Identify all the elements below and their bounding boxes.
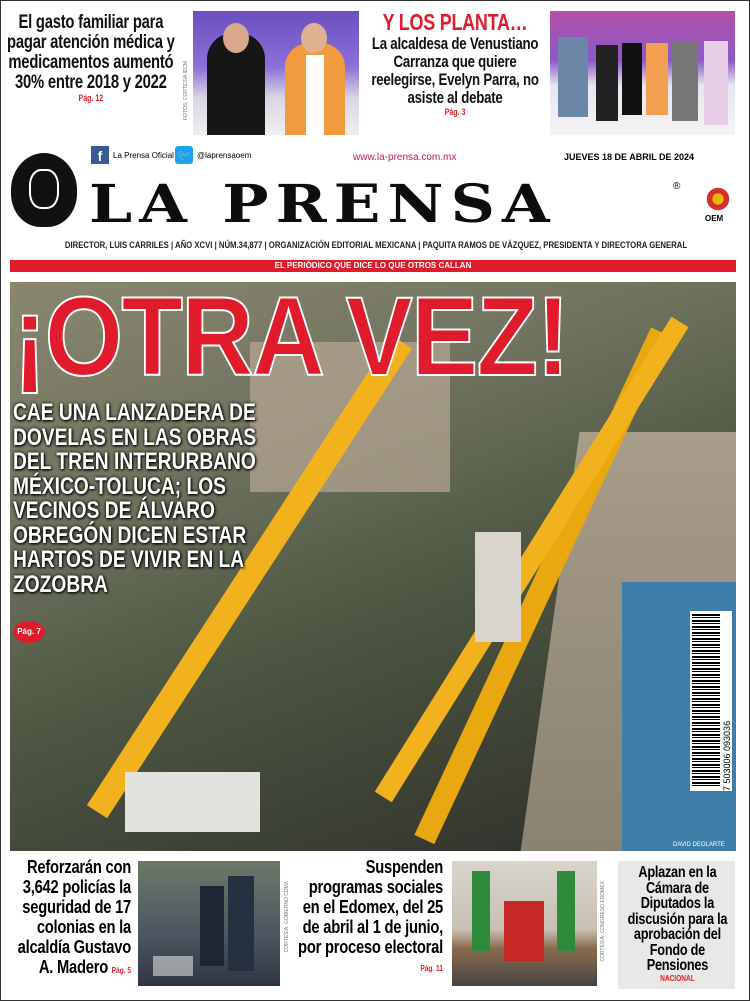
story-text: Suspenden programas sociales en el Edomex, del 25 de abril al 1 de junio, por proceso electoral — [298, 857, 443, 957]
issue-date: JUEVES 18 DE ABRIL DE 2024 — [564, 152, 695, 162]
police-photo — [138, 861, 280, 986]
barcode-number: 7 503006 093036 — [722, 720, 732, 791]
bottom-story-1[interactable] — [5, 858, 131, 978]
lion-logo-icon — [11, 153, 77, 227]
story-kicker: Y LOS PLANTA… — [382, 9, 528, 35]
registered-mark: ® — [673, 181, 681, 192]
main-subhead: CAE UNA LANZADERA DE DOVELAS EN LAS OBRAS DEL TREN INTERURBANO MÉXICO-TOLUCA; LOS VECINOS DE ÁLVARO OBREGÓN DICEN ESTAR HARTOS DE VIVIR EN LA ZOZOBRA — [13, 399, 257, 598]
main-headline: ¡OTRA VEZ! — [13, 274, 569, 399]
photo-credit: CORTESÍA: GOBIERNO CDMX — [284, 881, 290, 953]
story-text: Reforzarán con 3,642 policías la seguridad de 17 colonias en la alcaldía Gustavo A. Madero — [17, 857, 132, 977]
website-link[interactable]: www.la-prensa.com.mx — [353, 152, 457, 163]
twitter-link[interactable] — [175, 146, 251, 164]
section-label: NACIONAL — [660, 973, 695, 983]
story-text: La alcaldesa de Venustiano Carranza que quiere reelegirse, Evelyn Parra, no asiste al debate — [371, 34, 539, 107]
congress-photo — [452, 861, 597, 986]
masthead-info: DIRECTOR, LUIS CARRILES | AÑO XCVI | NÚM.34,877 | ORGANIZACIÓN EDITORIAL MEXICANA | PAQUITA RAMOS DE VÁZQUEZ, PRESIDENTA Y DIRECTORA GENERAL — [64, 240, 688, 250]
twitter-icon: 🐦 — [175, 146, 193, 164]
page-ref: Pág. 11 — [420, 964, 443, 973]
debate-photo-2 — [550, 11, 735, 135]
slogan-bar: EL PERIÓDICO QUE DICE LO QUE OTROS CALLAN — [10, 260, 736, 272]
bottom-story-3[interactable] — [618, 861, 735, 989]
debate-photo-1 — [193, 11, 359, 135]
facebook-link[interactable] — [91, 146, 174, 164]
main-page-ref: Pág. 7 — [13, 621, 45, 643]
facebook-icon: f — [91, 146, 109, 164]
page-ref: Pág. 5 — [111, 966, 131, 975]
page-ref: Pág. 3 — [444, 107, 466, 117]
bottom-story-2[interactable] — [295, 858, 443, 976]
newspaper-title: LA PRENSA — [89, 174, 557, 235]
top-center-story[interactable] — [363, 9, 547, 117]
top-left-story[interactable] — [7, 13, 175, 103]
page-ref: Pág. 12 — [78, 93, 104, 103]
oem-logo-text: OEM — [705, 214, 724, 223]
facebook-handle: La Prensa Oficial — [113, 150, 174, 160]
photo-credit: FOTOS: CORTESÍA IECM — [183, 61, 189, 120]
oem-sun-icon — [705, 186, 731, 212]
main-photo-credit: DAVID DEOLARTE — [673, 842, 725, 848]
top-left-story-text: El gasto familiar para pagar atención médica y medicamentos aumentó 30% entre 2018 y 2022 — [7, 12, 175, 93]
twitter-handle: @laprensaoem — [197, 150, 252, 160]
photo-credit: CORTESÍA: CONGRESO EDOMEX — [600, 881, 606, 962]
story-text: Aplazan en la Cámara de Diputados la discusión para la aprobación del Fondo de Pensiones — [627, 864, 728, 974]
barcode — [690, 611, 732, 791]
